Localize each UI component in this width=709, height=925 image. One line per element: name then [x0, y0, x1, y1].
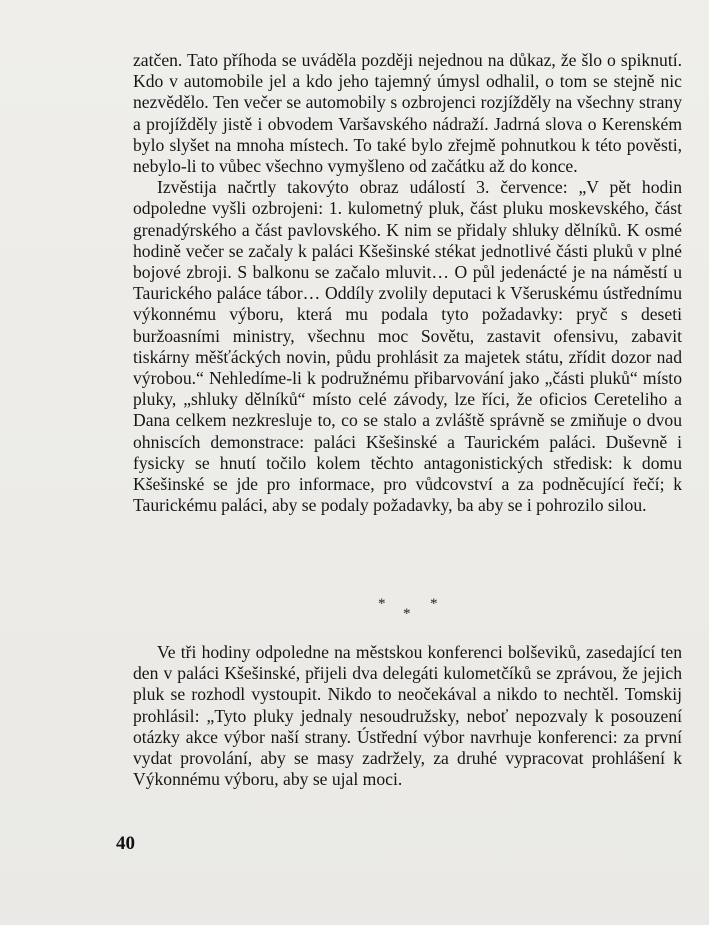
- separator-star: *: [403, 606, 411, 622]
- separator-star: *: [378, 596, 386, 612]
- upper-text-block: [133, 50, 682, 516]
- separator-star: *: [430, 596, 438, 612]
- section-separator-asterism: [372, 596, 444, 632]
- paragraph-conference: Ve tři hodiny odpoledne na městskou konferenci bolševiků, zasedající ten den v paláci Kšešinské, přijeli dva delegáti kulometčíků se zprávou, že jejich pluk se rozhodl vystoupit. Nikdo to neočekával a nikdo to nechtěl. Tomskij prohlásil: „Tyto pluky jednaly nesoudružsky, neboť nepozvaly k posouzení otázky akce výbor naší strany. Ústřední výbor navrhuje konferenci: za první vydat provolání, aby se masy zadržely, za druhé vypracovat prohlášení k Výkonnému výboru, aby se ujal moci.: [133, 642, 682, 790]
- page-number: 40: [116, 833, 135, 854]
- lower-text-block: [133, 642, 682, 790]
- paragraph-continued: zatčen. Tato příhoda se uváděla později nejednou na důkaz, že šlo o spiknutí. Kdo v automobile jel a kdo jeho tajemný úmysl odhalil, o tom se stejně nic nezvědělo. Ten večer se automobily s ozbrojenci rozjížděly na všechny strany a projížděly jistě i obvodem Varšavského nádraží. Jadrná slova o Kerenském bylo slyšet na mnoha místech. To také bylo zřejmě pohnutkou k této pověsti, nebylo-li to vůbec všechno vymyšleno od začátku až do konce.: [133, 50, 682, 177]
- paragraph-izvestija-quote: Izvěstija načrtly takovýto obraz událostí 3. července: „V pět hodin odpoledne vyšli ozbrojeni: 1. kulometný pluk, část pluku moskevského, část grenadýrského a část pavlovského. K nim se přidaly shluky dělníků. K osmé hodině večer se začaly k paláci Kšešinské stékat jednotlivé části pluků v plné bojové zbroji. S balkonu se začalo mluvit… O půl jedenácté je na náměstí u Taurického paláce tábor… Oddíly zvolily deputaci k Všeruskému ústřednímu výkonnému výboru, která mu podala tyto požadavky: pryč s deseti buržoasními ministry, všechnu moc Sovětu, zastavit ofensivu, zabavit tiskárny měšťáckých novin, půdu prohlásit za majetek státu, zřídit dozor nad výrobou.“ Nehledíme-li k podružnému přibarvování jako „části pluků“ místo pluky, „shluky dělníků“ místo celé závody, lze říci, že oficios Cereteliho a Dana celkem nezkresluje to, co se stalo a zvláště správně se zmiňuje o dvou ohniscích demonstrace: paláci Kšešinské a Taurickém paláci. Duševně i fysicky se hnutí točilo kolem těchto antagonistických středisk: k domu Kšešinské se jde pro informace, pro vůdcovství a za podněcující řečí; k Taurickému paláci, aby se podaly požadavky, ba aby se i pohrozilo silou.: [133, 177, 682, 516]
